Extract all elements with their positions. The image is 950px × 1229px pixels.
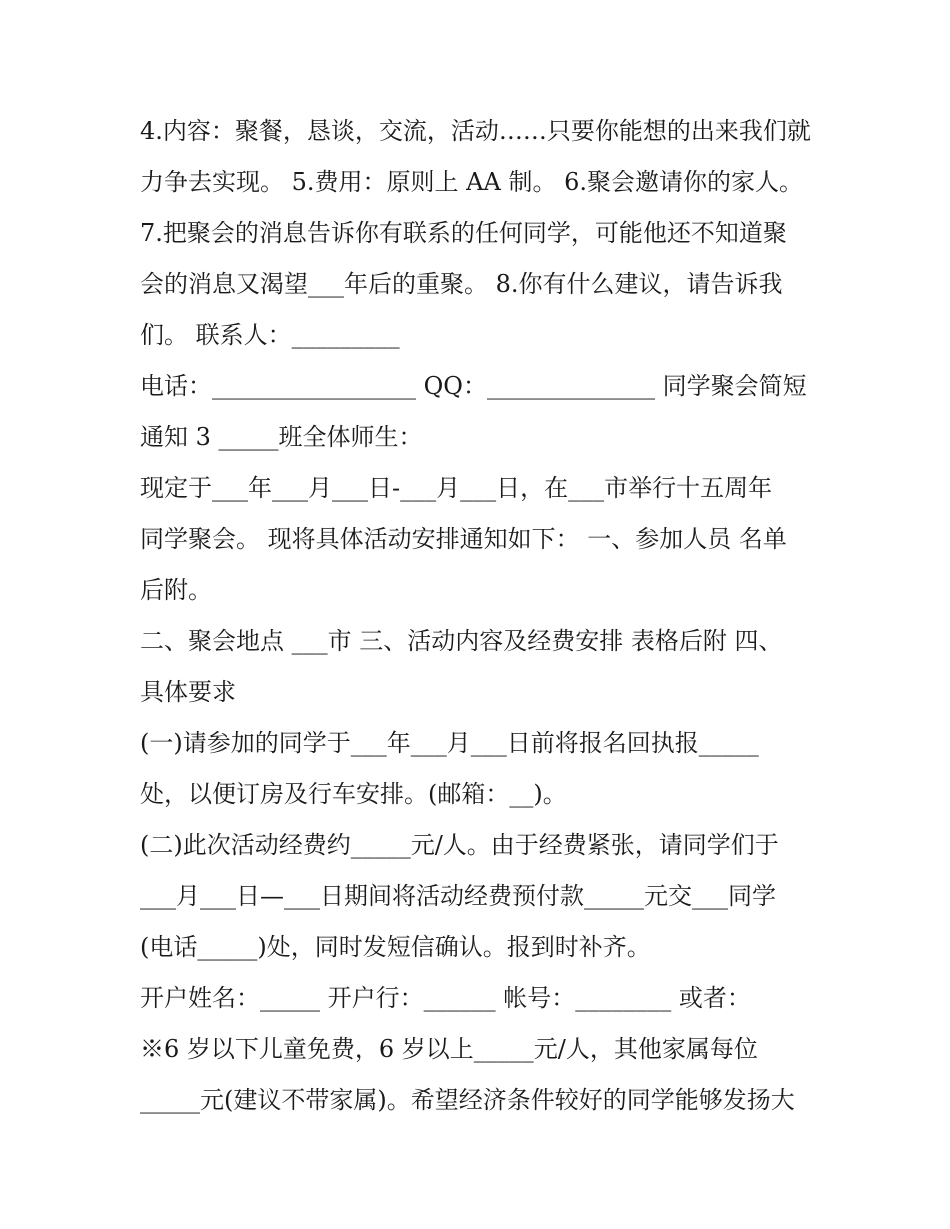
text-line: (一)请参加的同学于___年___月___日前将报名回执报_____ <box>140 729 759 757</box>
text-line: 现定于___年___月___日-___月___日，在___市举行十五周年 <box>140 474 773 502</box>
text-line: 电话：_________________ QQ：______________ 同学聚会简短 <box>140 372 807 400</box>
text-line: ___月___日—___日期间将活动经费预付款_____元交___同学 <box>140 882 776 910</box>
text-line: ※6 岁以下儿童免费，6 岁以上_____元/人，其他家属每位 <box>140 1035 758 1063</box>
text-line: 同学聚会。 现将具体活动安排通知如下： 一、参加人员 名单 <box>140 525 787 553</box>
text-line: 具体要求 <box>140 678 236 706</box>
text-line: _____元(建议不带家属)。希望经济条件较好的同学能够发扬大 <box>140 1086 795 1114</box>
document-body <box>140 106 820 1126</box>
text-line: 二、聚会地点 ___市 三、活动内容及经费安排 表格后附 四、 <box>140 627 783 655</box>
text-line: 7.把聚会的消息告诉你有联系的任何同学，可能他还不知道聚 <box>140 219 787 247</box>
text-line: (二)此次活动经费约_____元/人。由于经费紧张，请同学们于 <box>140 831 779 859</box>
text-line: 通知 3 _____班全体师生： <box>140 423 423 451</box>
text-line: (电话_____)处，同时发短信确认。报到时补齐。 <box>140 933 651 961</box>
text-line: 开户姓名：_____ 开户行：______ 帐号：________ 或者： <box>140 984 751 1012</box>
text-line: 力争去实现。 5.费用：原则上 AA 制。 6.聚会邀请你的家人。 <box>140 168 803 196</box>
text-line: 会的消息又渴望___年后的重聚。 8.你有什么建议，请告诉我 <box>140 270 783 298</box>
text-line: 处，以便订房及行车安排。(邮箱：__)。 <box>140 780 567 808</box>
text-line: 们。 联系人：_________ <box>140 321 400 349</box>
text-line: 后附。 <box>140 576 212 604</box>
text-line: 4.内容：聚餐，恳谈，交流，活动……只要你能想的出来我们就 <box>140 117 811 145</box>
